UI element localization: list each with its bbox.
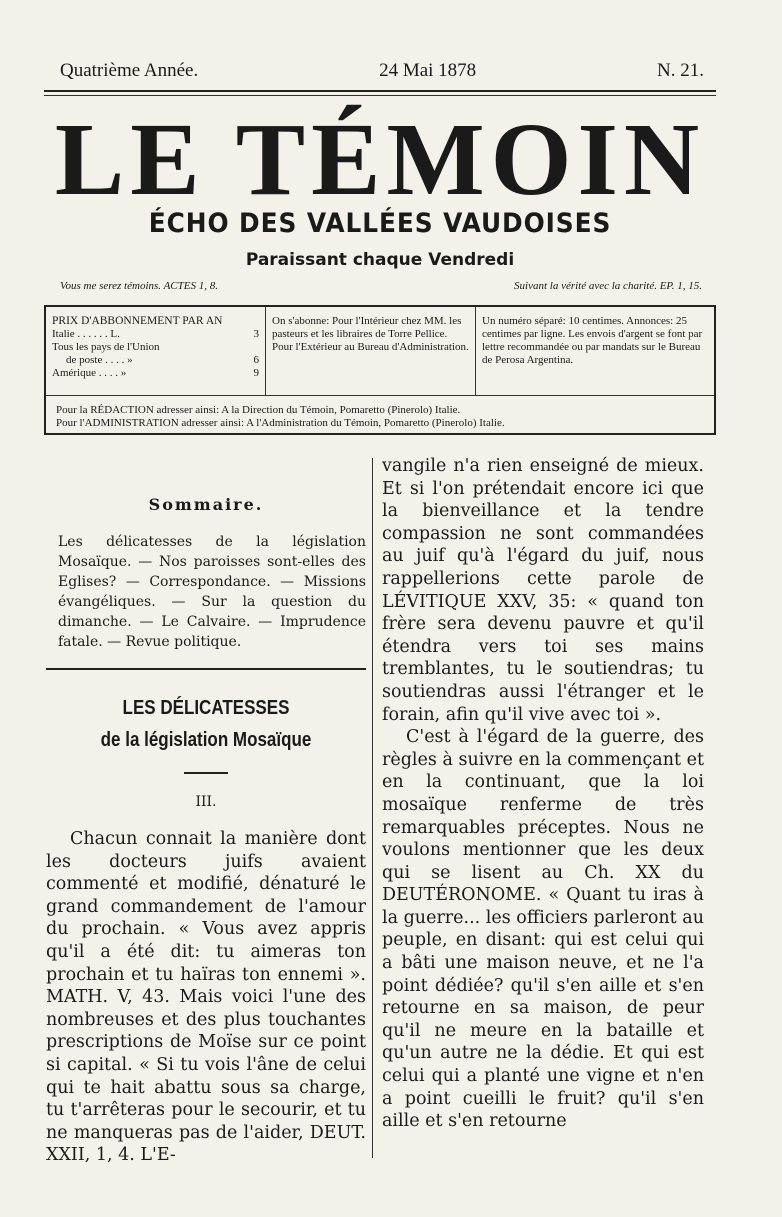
- article-part: III.: [195, 794, 217, 810]
- issue-year: Quatrième Année.: [60, 60, 199, 81]
- masthead-title: LE TÉMOIN: [54, 102, 706, 217]
- article-title-line2: de la législation Mosaïque: [100, 729, 312, 751]
- price-column: [46, 307, 266, 395]
- price-heading: PRIX D'ABBONNEMENT PAR AN: [52, 315, 223, 327]
- sommaire-title: Sommaire.: [148, 495, 264, 514]
- mottos: [60, 280, 702, 292]
- article-title: [70, 692, 342, 756]
- article-title-line1: LES DÉLICATESSES: [122, 697, 290, 719]
- issue-date: 24 Mai 1878: [379, 60, 477, 81]
- header-rule: [44, 90, 716, 92]
- price-row: Amérique . . . . » 9: [52, 367, 259, 379]
- price-row: de poste . . . . » 6: [66, 354, 259, 366]
- article-body-left: [46, 828, 366, 1167]
- right-column: [382, 455, 704, 1133]
- issue-number: N. 21.: [657, 60, 704, 81]
- rates-info: Un numéro séparé: 10 centimes. Annonces: 25 centimes par ligne. Les envois d'argent se font par lettre recommandée ou par mandats sur le Bureau de Perosa Argentina.: [482, 315, 703, 366]
- masthead-subtitle: ÉCHO DES VALLÉES VAUDOISES: [148, 208, 612, 239]
- section-rule: [46, 668, 366, 670]
- issue-header: [60, 60, 704, 82]
- paragraph: vangile n'a rien enseigné de mieux. Et si l'on prétendait encore ici que la bienveillance et la tendre compassion ne sont commandées au juif qu'à l'égard du juif, nous rappellerions cette parole de LÉVITIQUE XXV, 35: « quand ton frère sera devenu pauvre et qu'il étendra vers toi ses mains tremblantes, tu le soutiendras; tu soutiendras aussi l'étranger et le forain, afin qu'il vive avec toi ».: [382, 456, 704, 725]
- paragraph: C'est à l'égard de la guerre, des règles à suivre en la commençant et en la continuant, que la loi mosaïque renferme de très remarquables préceptes. Nous ne voulons mentionner que les deux qui se lisent au Ch. XX du DEUTÉRONOME. « Quant tu iras à la guerre... les officiers parleront au peuple, en disant: qui est celui qui a bâti une maison neuve, et ne l'a point dédiée? qu'il s'en aille et s'en retourne en sa maison, de peur qu'il ne meure en la bataille et qu'un autre ne la dédie. Et qui est celui qui a planté une vigne et n'en a point cueilli le fruit? qu'il s'en aille et s'en retourne: [382, 727, 704, 1132]
- price-row: Tous les pays de l'Union: [52, 341, 160, 353]
- title-dash: [184, 772, 228, 774]
- motto-left: Vous me serez témoins. ACTES 1, 8.: [60, 280, 218, 292]
- paragraph: Chacun connait la manière dont les docteurs juifs avaient commenté et modifié, dénaturé le grand commandement de l'amour du prochain. « Vous avez appris qu'il a été dit: tu aimeras ton prochain et tu haïras ton ennemi ». MATH. V, 43. Mais voici l'une des nombreuses et des plus touchantes prescriptions de Moïse sur ce point si capital. « Si tu vois l'âne de celui qui te hait abattu sous sa charge, tu t'arrêteras pour le secourir, et tu ne manqueras pas de l'aider, DEUT. XXII, 1, 4. L'E-: [46, 829, 366, 1166]
- redaction-address: Pour la RÉDACTION adresser ainsi: A la Direction du Témoin, Pomaretto (Pinerolo) Italie.: [56, 404, 461, 416]
- administration-address: Pour l'ADMINISTRATION adresser ainsi: A l'Administration du Témoin, Pomaretto (Pinerolo) Italie.: [56, 417, 505, 429]
- price-row: Italie . . . . . . L. 3: [52, 328, 259, 340]
- left-column: [46, 455, 366, 1167]
- subscription-box: [44, 305, 716, 435]
- motto-right: Suivant la vérité avec la charité. EP. 1, 15.: [514, 280, 702, 292]
- column-divider: [372, 458, 373, 1158]
- header-rule-thin: [44, 95, 716, 96]
- masthead-tagline: Paraissant chaque Vendredi: [245, 250, 515, 270]
- sommaire-text: Les délicatesses de la législation Mosaïque. — Nos paroisses sont-elles des Eglises? — Correspondance. — Missions évangéliques. — Sur la question du dimanche. — Le Calvaire. — Imprudence fatale. — Revue politique.: [58, 534, 366, 650]
- subscribe-info: On s'abonne: Pour l'Intérieur chez MM. les pasteurs et les libraires de Torre Pellice. Pour l'Extérieur au Bureau d'Administration.: [266, 307, 476, 395]
